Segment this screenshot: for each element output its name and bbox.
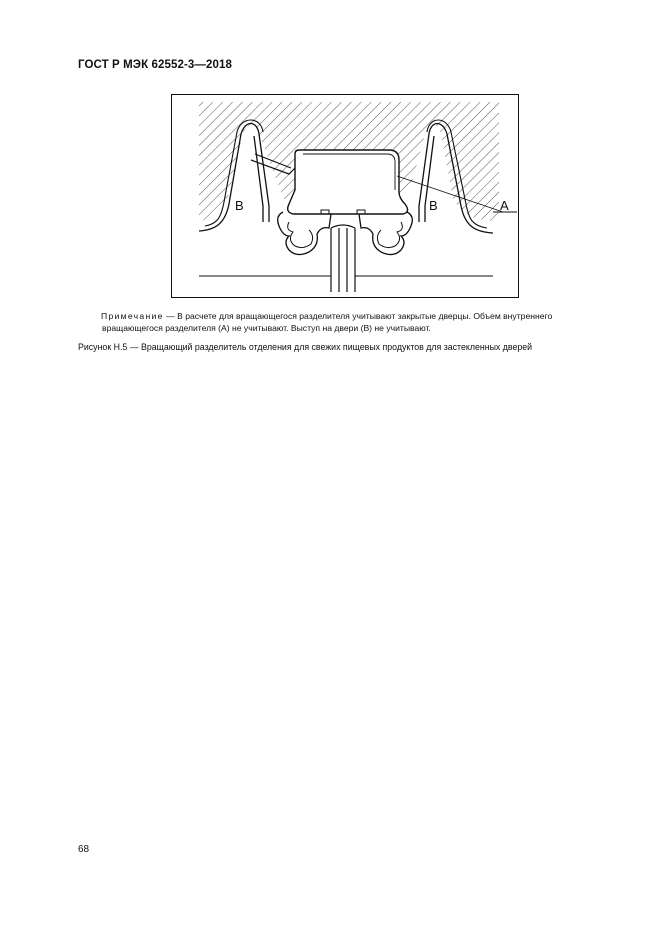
figure-note: [101, 310, 601, 334]
label-b-left: B: [235, 198, 244, 213]
divider-stem: [331, 225, 355, 292]
divider-clip-right-inner: [377, 222, 402, 248]
divider-clip-right: [359, 212, 412, 255]
divider-body: [288, 150, 408, 214]
note-line-1: [101, 310, 601, 322]
label-b-right: B: [429, 198, 438, 213]
figure-rotating-divider: [171, 94, 519, 298]
page-number: 68: [78, 844, 90, 855]
label-a: A: [500, 198, 509, 213]
figure-drawing: [171, 94, 519, 298]
note-prefix: Примечание: [101, 311, 164, 321]
figure-caption: Рисунок Н.5 — Вращающий разделитель отделения для свежих пищевых продуктов для застекленных дверей: [78, 342, 533, 352]
note-text-line1: — В расчете для вращающегося разделителя учитывают закрытые дверцы. Объем внутреннего: [163, 311, 553, 321]
page-header: ГОСТ Р МЭК 62552-3—2018: [78, 59, 232, 71]
divider-clip-left: [278, 212, 331, 255]
divider-clip-left-inner: [288, 222, 313, 248]
note-text-line2: вращающегося разделителя (A) не учитывают. Выступ на двери (B) не учитывают.: [102, 323, 431, 333]
